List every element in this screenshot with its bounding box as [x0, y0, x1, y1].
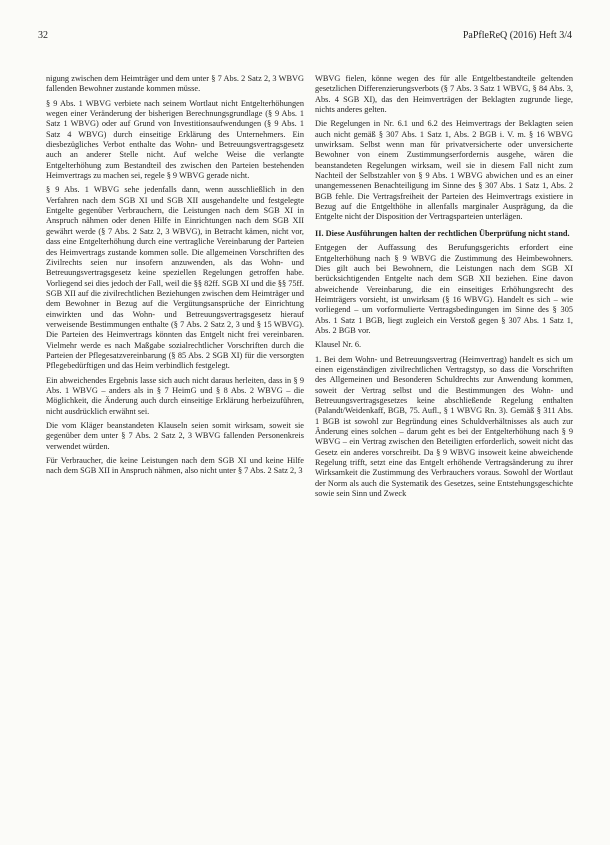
- paragraph: 1. Bei dem Wohn- und Betreuungsvertrag (Heimvertrag) handelt es sich um einen eigenständigen zivilrechtlichen Vertragstyp, so dass die Vorschriften des Allgemeinen und Besonderen Schuldrechts zur Anwendung kommen, soweit der Vertrag selbst und die Bestimmungen des Wohn- und Betreuungsvertragsgesetzes keine abschließende Regelung enthalten (Palandt/Weidenkaff, BGB, 75. Aufl., § 1 WBVG Rn. 3). Gemäß § 311 Abs. 1 BGB ist sowohl zur Begründung eines Schuldverhältnisses als auch zur Änderung eines solchen – darum geht es bei der Entgelterhöhung nach § 9 WBVG – ein Vertrag zwischen den Beteiligten erforderlich, soweit nicht das Gesetz ein anderes vorschreibt. Da § 9 WBVG insoweit keine abweichende Regelung trifft, setzt eine das Entgelt erhöhende Vertragsänderung zu ihrer Wirksamkeit die Zustimmung des Verbrauchers voraus. Sowohl der Wortlaut der Norm als auch die Systematik des Gesetzes, seine Entstehungsgeschichte sowie sein Sinn und Zweck: [315, 354, 573, 499]
- right-column: [315, 74, 573, 503]
- left-column: [46, 74, 304, 481]
- paragraph: Für Verbraucher, die keine Leistungen nach dem SGB XI und keine Hilfe nach dem SGB XII in Anspruch nähmen, also nicht unter § 7 Abs. 2 Satz 2, 3: [46, 456, 304, 476]
- paragraph: Ein abweichendes Ergebnis lasse sich auch nicht daraus herleiten, dass in § 9 Abs. 1 WBVG – anders als in § 7 HeimG und § 8 Abs. 2 WBVG – die Möglichkeit, die Änderung auch durch einseitige Erklärung herbeizuführen, nicht ausdrücklich erwähnt sei.: [46, 375, 304, 416]
- clause-label: Klausel Nr. 6.: [315, 340, 362, 350]
- paragraph: Die Regelungen in Nr. 6.1 und 6.2 des Heimvertrags der Beklagten seien auch nicht gemäß § 307 Abs. 1 Satz 1, Abs. 2 BGB i. V. m. § 16 WBVG unwirksam. Selbst wenn man für privatversicherte oder unversicherte Bewohner von einem Zustimmungserfordernis ausgehe, wären die beanstandeten Regelungen wirksam, weil sie in diesem Fall nicht zum Nachteil der Selbstzahler von § 9 Abs. 1 WBVG abwichen und es an einer unangemessenen Benachteiligung im Sinne des § 307 Abs. 1 Satz 1, Abs. 2 BGB fehle. Die Vertragsfreiheit der Parteien des Heimvertrags existiere in Bezug auf die Entgelthöhe in allenfalls marginaler Ausprägung, da die Entgelte nicht der Disposition der Vertragsparteien unterlägen.: [315, 119, 573, 222]
- journal-citation: PaPfleReQ (2016) Heft 3/4: [462, 30, 572, 41]
- paragraph: § 9 Abs. 1 WBVG sehe jedenfalls dann, wenn ausschließlich in den Verfahren nach dem SGB XI und SGB XII ausgehandelte und festgelegte Entgelte gegenüber Verbrauchern, die Leistungen nach dem SGB XI in Anspruch nähmen oder denen Hilfe in Einrichtungen nach dem SGB XII gewährt werde (§ 7 Abs. 2 Satz 2, 3 WBVG), in Betracht kämen, nicht vor, dass eine Entgelterhöhung durch eine vertragliche Vereinbarung der Parteien des Heimvertrags zustande kommen solle. Die allgemeinen Vorschriften des Zivilrechts seien nur insofern anzuwenden, als das Wohn- und Betreuungsvertragsgesetz keine speziellen Regelungen getroffen habe. Vorliegend sei dies jedoch der Fall, weil die §§ 82ff. SGB XI und die §§ 75ff. SGB XII auf die zivilrechtlichen Beziehungen zwischen dem Heimträger und dem Bewohner in Bezug auf die Vergütungsansprüche der Einrichtung einwirkten und das Wohn- und Betreuungsvertragsgesetz hierauf verweisende Bestimmungen enthalte (§ 7 Abs. 2 Satz 2, 3 und § 15 WBVG). Die Parteien des Heimvertrags könnten das Entgelt nicht frei vereinbaren. Vielmehr werde es nach Maßgabe sozialrechtlicher Vorschriften durch die Parteien der Pflegesatzvereinbarung (§ 85 Abs. 2 SGB XI) für die versorgten Pflegebedürftigen und das Heim verbindlich festgelegt.: [46, 185, 304, 371]
- paragraph: Die vom Kläger beanstandeten Klauseln seien somit wirksam, soweit sie gegenüber dem unter § 7 Abs. 2 Satz 2, 3 WBVG fallenden Personenkreis verwendet würden.: [46, 421, 304, 451]
- paragraph: nigung zwischen dem Heimträger und dem unter § 7 Abs. 2 Satz 2, 3 WBVG fallenden Bewohner zustande kommen müsse.: [46, 74, 304, 94]
- page-header: [38, 30, 572, 41]
- paragraph: Entgegen der Auffassung des Berufungsgerichts erfordert eine Entgelterhöhung nach § 9 WBVG die Zustimmung des Heimbewohners. Dies gilt auch bei Bewohnern, die Leistungen nach dem SGB XI berücksichtigenden Entgelte nach dem SGB XII beziehen. Eine davon abweichende Vereinbarung, die ein einseitiges Erhöhungsrecht des Heimträgers vorsieht, ist unwirksam (§ 16 WBVG). Handelt es sich – wie vorliegend – um vorformulierte Vertragsbedingungen im Sinne des § 305 Abs. 1 Satz 1 BGB, liegt zugleich ein Verstoß gegen § 307 Abs. 1 Satz 1, Abs. 2 BGB vor.: [315, 243, 573, 335]
- section-heading: II. Diese Ausführungen halten der rechtlichen Überprüfung nicht stand.: [315, 228, 570, 238]
- paragraph: WBVG fielen, könne wegen des für alle Entgeltbestandteile geltenden gesetzlichen Differenzierungsverbots (§ 7 Abs. 3 Satz 1 WBVG, § 84 Abs. 3, Abs. 4 SGB XI), das den Heimverträgen der Beklagten zugrunde liege, nichts anderes gelten.: [315, 74, 573, 115]
- page-number: 32: [38, 30, 48, 41]
- paragraph: § 9 Abs. 1 WBVG verbiete nach seinem Wortlaut nicht Entgelterhöhungen wegen einer Veränderung der bisherigen Berechnungsgrundlage (§ 9 Abs. 1 Satz 1 WBVG) oder auf Grund von Investitionsaufwendungen (§ 9 Abs. 1 Satz 4 WBVG) durch einseitige Erklärung des Unternehmers. Ein diesbezügliches Verbot enthalte das Wohn- und Betreuungsvertragsgesetz auch an anderer Stelle nicht. Auf welche Weise die verlangte Entgelterhöhung zum Bestandteil des zwischen den Parteien bestehenden Heimvertrags zu machen sei, regele § 9 WBVG gerade nicht.: [46, 98, 304, 181]
